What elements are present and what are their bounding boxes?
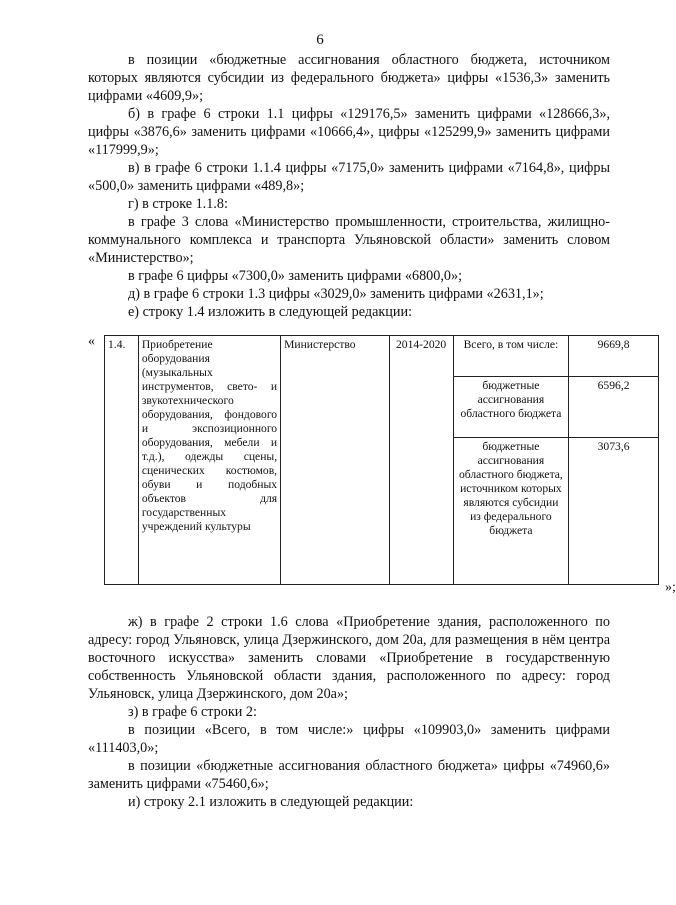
cell-source-label: бюджетные ассигнования областного бюджета xyxy=(453,377,568,438)
paragraph: г) в строке 1.1.8: xyxy=(128,196,228,212)
paragraph: и) строку 2.1 изложить в следующей редакции: xyxy=(128,794,414,810)
paragraph: б) в графе 6 строки 1.1 цифры «129176,5» заменить цифрами «128666,3», цифры «3876,6» заменить цифрами «10666,4», цифры «125299,9» заменить цифрами «117999,9»; xyxy=(88,106,610,158)
quote-open: « xyxy=(88,334,95,349)
cell-source-label: бюджетные ассигнования областного бюджета, источником которых являются субсидии из федерального бюджета xyxy=(453,438,568,585)
amendment-table-block xyxy=(88,334,676,603)
paragraph: в) в графе 6 строки 1.1.4 цифры «7175,0» заменить цифрами «7164,8», цифры «500,0» заменить цифрами «489,8»; xyxy=(88,160,610,194)
cell-amount: 9669,8 xyxy=(569,336,659,377)
paragraph: ж) в графе 2 строки 1.6 слова «Приобретение здания, расположенного по адресу: город Ульяновск, улица Дзержинского, дом 20а, для размещения в нём центра восточного искусства» заменить словами «Приобретение в государственную собственность Ульяновской области здания, расположенного по адресу: город Ульяновск, улица Дзержинского, дом 20а»; xyxy=(88,614,610,702)
cell-amount: 3073,6 xyxy=(569,438,659,585)
cell-name: Приобретение оборудования (музыкальных инструментов, свето- и звукотехнического оборудования, фондового и экспозиционного оборудования, мебели и т.д.), одежды сцены, сценических костюмов, обуви и подобных объектов для государственных учреждений культуры xyxy=(138,336,280,585)
paragraph: з) в графе 6 строки 2: xyxy=(128,704,257,720)
cell-amount: 6596,2 xyxy=(569,377,659,438)
quote-close: »; xyxy=(665,580,676,595)
paragraph: в позиции «бюджетные ассигнования областного бюджета» цифры «74960,6» заменить цифрами «75460,6»; xyxy=(88,758,610,792)
paragraph: в графе 6 цифры «7300,0» заменить цифрами «6800,0»; xyxy=(128,268,463,284)
cell-period: 2014-2020 xyxy=(389,336,453,585)
text-block-top xyxy=(88,51,610,321)
paragraph: в позиции «Всего, в том числе:» цифры «109903,0» заменить цифрами «111403,0»; xyxy=(88,722,610,756)
paragraph: е) строку 1.4 изложить в следующей редакции: xyxy=(128,304,413,320)
text-block-bottom xyxy=(88,613,610,811)
page-number: 6 xyxy=(316,32,324,48)
paragraph: д) в графе 6 строки 1.3 цифры «3029,0» заменить цифрами «2631,1»; xyxy=(128,286,544,302)
cell-number: 1.4. xyxy=(105,336,139,585)
paragraph: в графе 3 слова «Министерство промышленности, строительства, жилищно-коммунального комплекса и транспорта Ульяновской области» заменить словом «Министерство»; xyxy=(88,214,610,266)
cell-executor: Министерство xyxy=(281,336,389,585)
table-row xyxy=(105,336,659,377)
program-table xyxy=(104,335,659,585)
cell-source-label: Всего, в том числе: xyxy=(453,336,568,377)
paragraph: в позиции «бюджетные ассигнования областного бюджета, источником которых являются субсидии из федерального бюджета» цифры «1536,3» заменить цифрами «4609,9»; xyxy=(88,52,610,104)
